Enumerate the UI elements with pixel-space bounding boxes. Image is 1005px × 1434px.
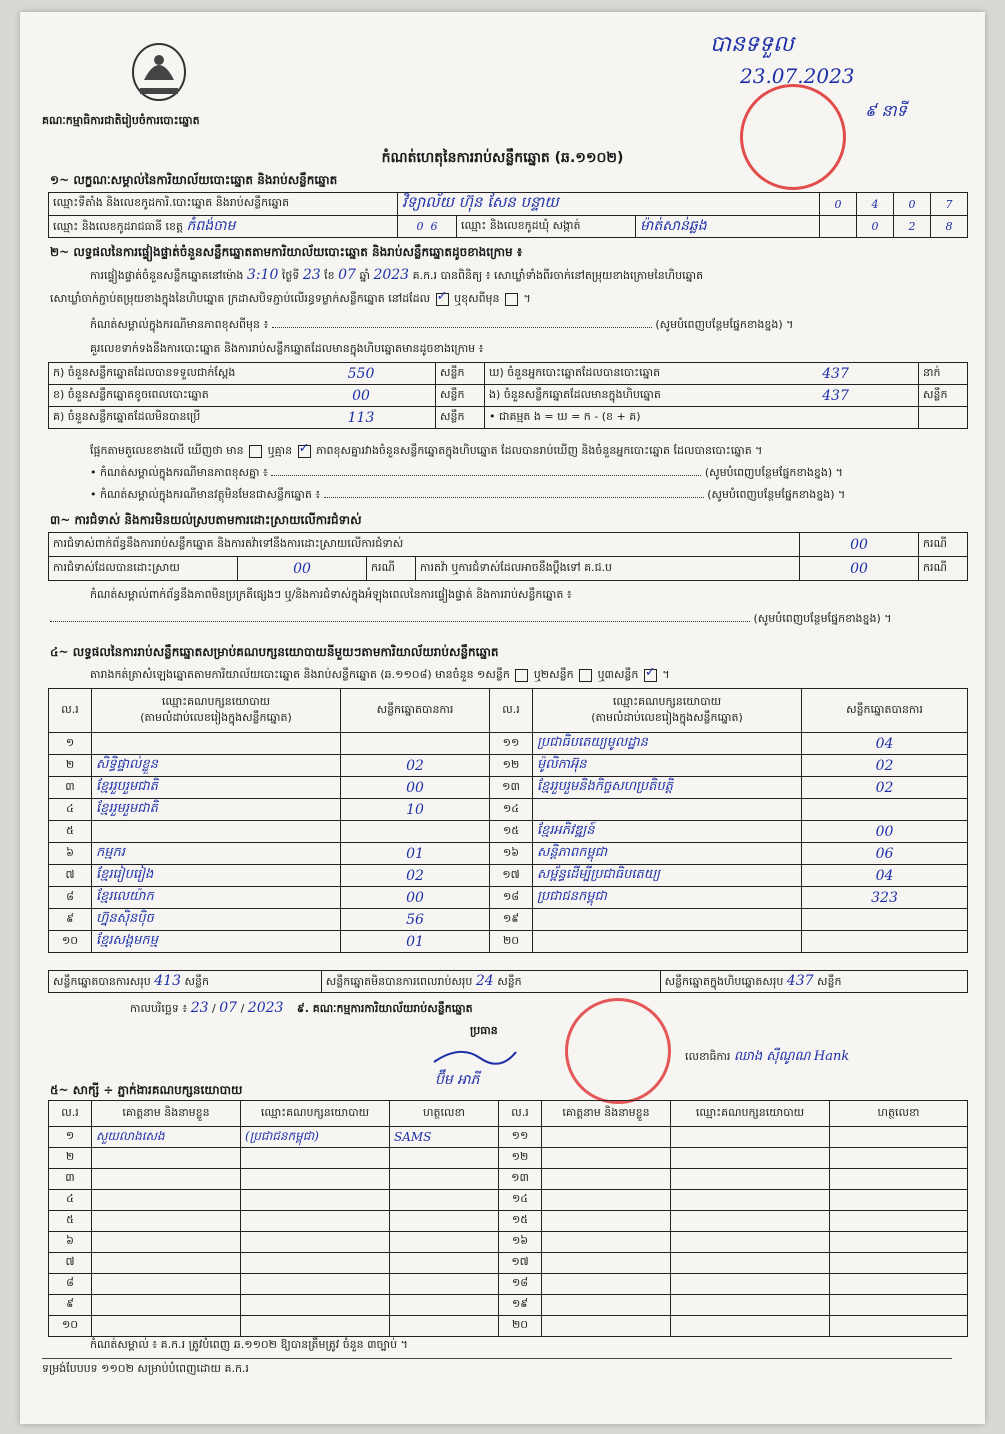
form-title: កំណត់ហេតុនៃការរាប់សន្លឹកឆ្នោត (ឆ.១១០២) xyxy=(381,150,624,166)
witness-row xyxy=(49,1211,968,1232)
province-label: ឈ្មោះ និងលេខកូដរាជធានី ខេត្ត កំពង់ចាម xyxy=(49,216,398,238)
result-row xyxy=(49,909,968,931)
result-votes: 01 xyxy=(341,931,490,953)
commune-seal xyxy=(740,84,846,190)
witness-name xyxy=(92,1253,241,1274)
witness-signature: SAMS xyxy=(390,1127,499,1148)
result-no: ១៧ xyxy=(490,865,533,887)
result-row xyxy=(49,887,968,909)
result-row xyxy=(49,865,968,887)
witness-row xyxy=(49,1253,968,1274)
witness-signature xyxy=(830,1148,968,1169)
section3-heading: ៣~ ការជំទាស់ និងការមិនយល់ស្របតាមការដោះស្រាយលើការជំទាស់ xyxy=(50,513,362,527)
result-votes: 06 xyxy=(802,843,968,865)
witness-signature xyxy=(390,1253,499,1274)
witness-name xyxy=(92,1211,241,1232)
no-difference-checkbox xyxy=(298,445,311,458)
witness-signature xyxy=(390,1295,499,1316)
witness-name xyxy=(542,1211,671,1232)
witness-no: ១៩ xyxy=(499,1295,542,1316)
result-no: ២០ xyxy=(490,931,533,953)
received-date: 23.07.2023 xyxy=(740,64,855,88)
figure-right-value: 437 xyxy=(753,363,919,385)
witness-row xyxy=(49,1295,968,1316)
witness-signature xyxy=(390,1232,499,1253)
result-party: ខ្មែររួមរួមជាតិ xyxy=(92,799,341,821)
result-votes: 56 xyxy=(341,909,490,931)
commune-label: ឈ្មោះ និងលេខកូដឃុំ សង្កាត់ xyxy=(457,216,636,238)
result-votes xyxy=(802,799,968,821)
witness-row xyxy=(49,1316,968,1337)
result-row xyxy=(49,799,968,821)
figure-left-unit: សន្លឹក xyxy=(436,363,485,385)
witness-party xyxy=(671,1211,830,1232)
witness-row xyxy=(49,1274,968,1295)
witness-signature xyxy=(830,1316,968,1337)
witness-signature xyxy=(390,1211,499,1232)
witness-party xyxy=(671,1232,830,1253)
sign-date-line: កាលបរិច្ឆេទ ៖ 23 / 07 / 2023 ៩. គណៈកម្មការការិយាល័យរាប់សន្លឹកឆ្នោត xyxy=(130,1000,473,1016)
result-party: ខ្មែររៀបរៀង xyxy=(92,865,341,887)
result-party: ខ្មែររួបរួមជាតិ xyxy=(92,777,341,799)
received-time: ៩ នាទី xyxy=(865,101,907,120)
witness-no: ២០ xyxy=(499,1316,542,1337)
witness-no: ១៦ xyxy=(499,1232,542,1253)
location-code-2: 4 xyxy=(857,193,894,216)
result-row xyxy=(49,931,968,953)
result-votes xyxy=(341,733,490,755)
witness-row xyxy=(49,1232,968,1253)
col-votes-right: សន្លឹកឆ្នោតបានការ xyxy=(802,689,968,733)
result-party xyxy=(92,821,341,843)
witness-no: ១ xyxy=(49,1127,92,1148)
objection-value: 00 xyxy=(800,533,919,557)
witness-no: ៥ xyxy=(49,1211,92,1232)
result-votes: 02 xyxy=(802,777,968,799)
resolved-label: ការជំទាស់ដែលបានដោះស្រាយ xyxy=(49,557,238,581)
resolved-value: 00 xyxy=(238,557,367,581)
result-party: សន្តិភាពកម្ពុជា xyxy=(533,843,802,865)
figure-left-value: 113 xyxy=(287,407,436,429)
witness-no: ៦ xyxy=(49,1232,92,1253)
result-votes: 10 xyxy=(341,799,490,821)
appeal-label: ការតវ៉ា ឬការជំទាស់ដែលអាចនឹងប្តឹងទៅ គ.ជ.ប xyxy=(416,557,800,581)
witness-no: ៣ xyxy=(49,1169,92,1190)
figures-intro: គួរលេខទាក់ទងនឹងការបោះឆ្នោត និងការរាប់សន្លឹកឆ្នោតដែលមានក្នុងហិបឆ្នោតមានដូចខាងក្រោម ៖ xyxy=(90,342,484,355)
result-votes xyxy=(802,909,968,931)
witness-no: ៧ xyxy=(49,1253,92,1274)
seal-check-line: សោឃ្លាំចាក់ភ្ជាប់តម្រុយខាងក្នុងនៃហិបឆ្នោត ក្រដាសបិទភ្ជាប់លើរន្ធទម្លាក់សន្លឹកឆ្នោត នៅដដែល ✓ ឬខុសពីមុន ។ xyxy=(50,292,531,308)
result-no: ១៣ xyxy=(490,777,533,799)
witness-signature xyxy=(830,1274,968,1295)
witness-no: ១៥ xyxy=(499,1211,542,1232)
witness-name xyxy=(92,1148,241,1169)
tally-sheets-line: តារាងកត់ត្រាសំឡេងឆ្នោតតាមការិយាល័យបោះឆ្នោត និងរាប់សន្លឹកឆ្នោត (ឆ.១១០៨) មានចំនួន ១សន្លឹក ឬ២សន្លឹក ឬ៣សន្លឹក ✓ ។ xyxy=(90,668,670,684)
total-in-box: សន្លឹកឆ្នោតក្នុងហិបឆ្នោតសរុប 437 សន្លឹក xyxy=(660,971,967,993)
witness-party xyxy=(241,1232,390,1253)
figure-row xyxy=(49,385,968,407)
total-valid: សន្លឹកឆ្នោតបានការសរុប 413 សន្លឹក xyxy=(49,971,322,993)
witness-party xyxy=(671,1295,830,1316)
result-no: ១១ xyxy=(490,733,533,755)
org-name: គណៈកម្មាធិការជាតិរៀបចំការបោះឆ្នោត xyxy=(42,114,200,127)
result-votes: 00 xyxy=(802,821,968,843)
witness-party xyxy=(241,1274,390,1295)
diff-note-line: កំណត់សម្គាល់ក្នុងករណីមានភាពខុសពីមុន ៖ (សូមបំពេញបន្ថែមផ្នែកខាងខ្នង) ។ xyxy=(90,318,794,331)
bullet-diff-line: • កំណត់សម្គាល់ក្នុងករណីមានភាពខុសគ្នា ៖ (សូមបំពេញបន្ថែមផ្នែកខាងខ្នង) ។ xyxy=(90,466,843,479)
col-no-left: ល.រ xyxy=(49,689,92,733)
result-no: ២ xyxy=(49,755,92,777)
witness-row xyxy=(49,1169,968,1190)
witness-name xyxy=(542,1169,671,1190)
witness-row xyxy=(49,1190,968,1211)
figure-left-value: 00 xyxy=(287,385,436,407)
commune-value: ម៉ាត់សាន់ឆ្លង xyxy=(636,216,820,238)
result-no: ១៤ xyxy=(490,799,533,821)
figure-right-unit: នាក់ xyxy=(919,363,968,385)
witness-no: ៨ xyxy=(49,1274,92,1295)
resolved-unit: ករណី xyxy=(367,557,416,581)
witness-signature xyxy=(390,1169,499,1190)
figure-right-label: • ជាគម្មត ង = ឃ = ក - (ខ + គ) xyxy=(485,407,754,429)
witness-party xyxy=(241,1148,390,1169)
result-party xyxy=(92,733,341,755)
commune-code-3: 8 xyxy=(931,216,968,238)
province-value: កំពង់ចាម xyxy=(186,218,236,234)
witness-party xyxy=(241,1316,390,1337)
result-no: ១៨ xyxy=(490,887,533,909)
nec-emblem-icon xyxy=(130,40,188,102)
col-party-left: ឈ្មោះគណបក្សនយោបាយ (តាមលំដាប់លេខរៀងក្នុងសន្លឹកឆ្នោត) xyxy=(92,689,341,733)
figure-left-label: ក) ចំនួនសន្លឹកឆ្នោតដែលបានទទួលជាក់ស្តែង xyxy=(49,363,288,385)
objection-label: ការជំទាស់ពាក់ព័ន្ធនឹងការរាប់សន្លឹកឆ្នោត និងការតវ៉ាទៅនឹងការដោះស្រាយលើការជំទាស់ xyxy=(49,533,800,557)
witness-name xyxy=(542,1253,671,1274)
result-party xyxy=(533,931,802,953)
section5-heading: ៥~ សាក្សី ÷ ភ្នាក់ងារគណបក្សនយោបាយ xyxy=(50,1083,243,1097)
witness-name xyxy=(92,1316,241,1337)
figure-left-label: ខ) ចំនួនសន្លឹកឆ្នោតខូចពេលបោះឆ្នោត xyxy=(49,385,288,407)
witness-party xyxy=(241,1295,390,1316)
result-row xyxy=(49,755,968,777)
witness-party xyxy=(671,1127,830,1148)
witness-party xyxy=(671,1316,830,1337)
witness-no: ៤ xyxy=(49,1190,92,1211)
result-no: ៨ xyxy=(49,887,92,909)
result-party: សម្ព័ន្ធដើម្បីប្រជាធិបតេយ្យ xyxy=(533,865,802,887)
result-party: ខ្មែរសង្គមកម្ម xyxy=(92,931,341,953)
witness-signature xyxy=(830,1127,968,1148)
col-party-right: ឈ្មោះគណបក្សនយោបាយ (តាមលំដាប់លេខរៀងក្នុងសន្លឹកឆ្នោត) xyxy=(533,689,802,733)
witness-name xyxy=(92,1274,241,1295)
result-party xyxy=(533,909,802,931)
result-votes: 04 xyxy=(802,733,968,755)
result-votes: 04 xyxy=(802,865,968,887)
result-party: ខ្មែរអភិវឌ្ឍន៍ xyxy=(533,821,802,843)
result-row xyxy=(49,821,968,843)
footer-form: ទម្រង់បែបបទ ១១០២ សម្រាប់បំពេញដោយ គ.ក.រ xyxy=(42,1362,249,1375)
figure-left-label: គ) ចំនួនសន្លឹកឆ្នោតដែលមិនបានប្រើ xyxy=(49,407,288,429)
result-no: ៤ xyxy=(49,799,92,821)
location-label: ឈ្មោះទីតាំង និងលេខកូដការិ.បោះឆ្នោត និងរាប់សន្លឹកឆ្នោត xyxy=(49,193,398,216)
figure-left-unit: សន្លឹក xyxy=(436,407,485,429)
witness-party xyxy=(241,1190,390,1211)
witness-no: ១២ xyxy=(499,1148,542,1169)
witness-signature xyxy=(390,1148,499,1169)
totals-table xyxy=(48,970,968,993)
irregularity-note: កំណត់សម្គាល់ពាក់ព័ន្ធនឹងភាពមិនប្រក្រតីផ្សេងៗ ឬ/និងការជំទាស់ក្នុងអំឡុងពេលនៃការផ្ទៀងផ្ទាត់ និងការរាប់សន្លឹកឆ្នោត ៖ xyxy=(90,588,572,601)
section1-table xyxy=(48,192,968,238)
result-votes: 00 xyxy=(341,777,490,799)
witness-name xyxy=(542,1127,671,1148)
changed-checkbox xyxy=(505,293,518,306)
bullet-object-line: • កំណត់សម្គាល់ក្នុងករណីមានវត្ថុមិនមែនជាសន្លឹកឆ្នោត ៖ (សូមបំពេញបន្ថែមផ្នែកខាងខ្នង) ។ xyxy=(90,488,846,501)
col-votes-left: សន្លឹកឆ្នោតបានការ xyxy=(341,689,490,733)
figure-right-label: ឃ) ចំនួនអ្នកបោះឆ្នោតដែលបានបោះឆ្នោត xyxy=(485,363,754,385)
result-party: ខ្មែរលេយ៉ាក xyxy=(92,887,341,909)
witness-party: (ប្រជាជនកម្ពុជា) xyxy=(241,1127,390,1148)
result-party: សិទ្ធិផ្ទាល់ខ្លួន xyxy=(92,755,341,777)
office-seal xyxy=(565,998,671,1104)
col-no-right: ល.រ xyxy=(490,689,533,733)
result-votes: 01 xyxy=(341,843,490,865)
result-votes xyxy=(341,821,490,843)
figure-right-unit xyxy=(919,407,968,429)
witness-table: ល.រ គោត្តនាម និងនាមខ្លួន ឈ្មោះគណបក្សនយោបាយ ហត្ថលេខា ល.រ គោត្តនាម និងនាមខ្លួន ឈ្មោះគណបក្សនយោបាយ ហត្ថលេខា ១ សួយលាងសេង (ប្រជាជនកម្ពុជា) SAMS ១១ ២ ១២ ៣ ១៣ ៤ ១៤ ៥ ១៥ ៦ ១៦ ៧ ១៧ ៨ ១៨ ៩ ១៩ ១០ ២០ xyxy=(48,1100,968,1337)
witness-party xyxy=(671,1274,830,1295)
result-votes: 02 xyxy=(341,865,490,887)
witness-signature xyxy=(830,1211,968,1232)
witness-name xyxy=(542,1316,671,1337)
location-code-4: 7 xyxy=(931,193,968,216)
result-no: ១០ xyxy=(49,931,92,953)
witness-name xyxy=(542,1190,671,1211)
figure-row xyxy=(49,407,968,429)
witness-name xyxy=(542,1274,671,1295)
witness-name xyxy=(92,1295,241,1316)
result-row xyxy=(49,733,968,755)
received-text: បានទទួល xyxy=(710,32,794,57)
figure-row xyxy=(49,363,968,385)
commune-code-1: 0 xyxy=(857,216,894,238)
result-votes: 323 xyxy=(802,887,968,909)
witness-row xyxy=(49,1148,968,1169)
appeal-value: 00 xyxy=(800,557,919,581)
form-page xyxy=(20,12,985,1424)
result-no: ១៥ xyxy=(490,821,533,843)
result-no: ៥ xyxy=(49,821,92,843)
result-no: ១២ xyxy=(490,755,533,777)
witness-no: ៩ xyxy=(49,1295,92,1316)
witness-name xyxy=(92,1232,241,1253)
witness-party xyxy=(671,1169,830,1190)
witness-party xyxy=(671,1190,830,1211)
result-party: ប្រជាធិបតេយ្យមូលដ្ឋាន xyxy=(533,733,802,755)
unchanged-checkbox xyxy=(436,293,449,306)
witness-signature xyxy=(830,1253,968,1274)
result-row xyxy=(49,843,968,865)
appeal-unit: ករណី xyxy=(919,557,968,581)
result-no: ៣ xyxy=(49,777,92,799)
witness-name xyxy=(92,1190,241,1211)
witness-name xyxy=(542,1295,671,1316)
witness-signature xyxy=(830,1190,968,1211)
witness-no: ១៣ xyxy=(499,1169,542,1190)
witness-no: ១៧ xyxy=(499,1253,542,1274)
commune-code-2: 2 xyxy=(894,216,931,238)
result-no: ៧ xyxy=(49,865,92,887)
witness-row xyxy=(49,1127,968,1148)
has-difference-checkbox xyxy=(249,445,262,458)
result-party: កម្មករ xyxy=(92,843,341,865)
section2-heading: ២~ លទ្ធផលនៃការផ្ទៀងផ្ទាត់ចំនួនសន្លឹកឆ្នោតតាមការិយាល័យបោះឆ្នោត និងរាប់សន្លឹកឆ្នោតដូចខាងក្រោម ៖ xyxy=(50,245,523,259)
result-votes: 00 xyxy=(341,887,490,909)
witness-party xyxy=(671,1148,830,1169)
result-no: ៩ xyxy=(49,909,92,931)
witness-name xyxy=(542,1232,671,1253)
chair-label: ប្រធាន xyxy=(470,1024,498,1037)
witness-signature xyxy=(830,1169,968,1190)
verification-line: ការផ្ទៀងផ្ទាត់ចំនួនសន្លឹកឆ្នោតនៅម៉ោង 3:10 ថ្ងៃទី 23 ខែ 07 ឆ្នាំ 2023 គ.ក.រ បានពិនិត្យ ៖ សោឃ្លាំទាំងពីរចាក់នៅតម្រុយខាងក្រោមនៃហិបឆ្នោត xyxy=(90,267,704,283)
irregularity-note-2: (សូមបំពេញបន្ថែមផ្នែកខាងខ្នង) ។ xyxy=(50,612,960,628)
location-value: វិទ្យាល័យ ហ៊ុន សែន បន្ទាយ xyxy=(398,193,820,216)
figure-right-label: ង) ចំនួនសន្លឹកឆ្នោតដែលមានក្នុងហិបឆ្នោត xyxy=(485,385,754,407)
figures-table xyxy=(48,362,968,429)
witness-no: ២ xyxy=(49,1148,92,1169)
results-table xyxy=(48,688,968,953)
result-party: ហ្វ៊ុនស៊ិនប៉ិច xyxy=(92,909,341,931)
result-no: ១ xyxy=(49,733,92,755)
figure-right-value xyxy=(753,407,919,429)
result-party: ប្រជាជនកម្ពុជា xyxy=(533,887,802,909)
section1-heading: ១~ លក្ខណៈសម្គាល់នៃការិយាល័យបោះឆ្នោត និងរាប់សន្លឹកឆ្នោត xyxy=(50,173,338,187)
province-code: 0 6 xyxy=(398,216,457,238)
witness-no: ១៨ xyxy=(499,1274,542,1295)
witness-name xyxy=(542,1148,671,1169)
figure-right-unit: សន្លឹក xyxy=(919,385,968,407)
witness-signature xyxy=(390,1316,499,1337)
result-no: ៦ xyxy=(49,843,92,865)
witness-signature xyxy=(390,1274,499,1295)
objection-table xyxy=(48,532,968,581)
witness-signature xyxy=(830,1295,968,1316)
witness-party xyxy=(241,1253,390,1274)
location-code-3: 0 xyxy=(894,193,931,216)
result-party: ខ្មែររួបរួមនិងកិច្ចសហប្រតិបត្តិ xyxy=(533,777,802,799)
chair-name: ប៊ឹម អាភី xyxy=(435,1072,480,1088)
result-party xyxy=(533,799,802,821)
result-row xyxy=(49,777,968,799)
chair-signature-icon xyxy=(430,1042,520,1068)
difference-line: ផ្អែកតាមតួលេខខាងលើ ឃើញថា មាន ឬគ្មាន ✓ ភាពខុសគ្នារវាងចំនួនសន្លឹកឆ្នោតក្នុងហិបឆ្នោត ដែលបានរាប់ឃើញ និងចំនួនអ្នកបោះឆ្នោត ដែលបានបោះឆ្នោត ។ xyxy=(90,444,762,460)
figure-left-unit: សន្លឹក xyxy=(436,385,485,407)
result-votes: 02 xyxy=(802,755,968,777)
figure-right-value: 437 xyxy=(753,385,919,407)
witness-party xyxy=(241,1169,390,1190)
witness-name xyxy=(92,1169,241,1190)
result-votes: 02 xyxy=(341,755,490,777)
witness-no: ១១ xyxy=(499,1127,542,1148)
witness-party xyxy=(241,1211,390,1232)
witness-party xyxy=(671,1253,830,1274)
objection-unit: ករណី xyxy=(919,533,968,557)
witness-no: ១០ xyxy=(49,1316,92,1337)
figure-left-value: 550 xyxy=(287,363,436,385)
total-invalid: សន្លឹកឆ្នោតមិនបានការពេលរាប់សរុប 24 សន្លឹក xyxy=(321,971,660,993)
result-no: ១៩ xyxy=(490,909,533,931)
witness-signature xyxy=(390,1190,499,1211)
witness-no: ១៤ xyxy=(499,1190,542,1211)
footer-note: កំណត់សម្គាល់ ៖ គ.ក.រ ត្រូវបំពេញ ឆ.១១០២ ឱ្យបានត្រឹមត្រូវ ចំនួន ៣ច្បាប់ ។ xyxy=(90,1338,408,1351)
result-votes xyxy=(802,931,968,953)
result-no: ១៦ xyxy=(490,843,533,865)
result-party: ម៉ូលិកាអ៊ុន xyxy=(533,755,802,777)
witness-signature xyxy=(830,1232,968,1253)
witness-name: សួយលាងសេង xyxy=(92,1127,241,1148)
secretary-line: លេខាធិការ ឈាង ស៊ីណូណ Hank xyxy=(685,1049,850,1064)
location-code-1: 0 xyxy=(820,193,857,216)
section4-heading: ៤~ លទ្ធផលនៃការរាប់សន្លឹកឆ្នោតសម្រាប់គណបក្សនយោបាយនីមួយៗតាមការិយាល័យរាប់សន្លឹកឆ្នោត xyxy=(50,645,499,659)
